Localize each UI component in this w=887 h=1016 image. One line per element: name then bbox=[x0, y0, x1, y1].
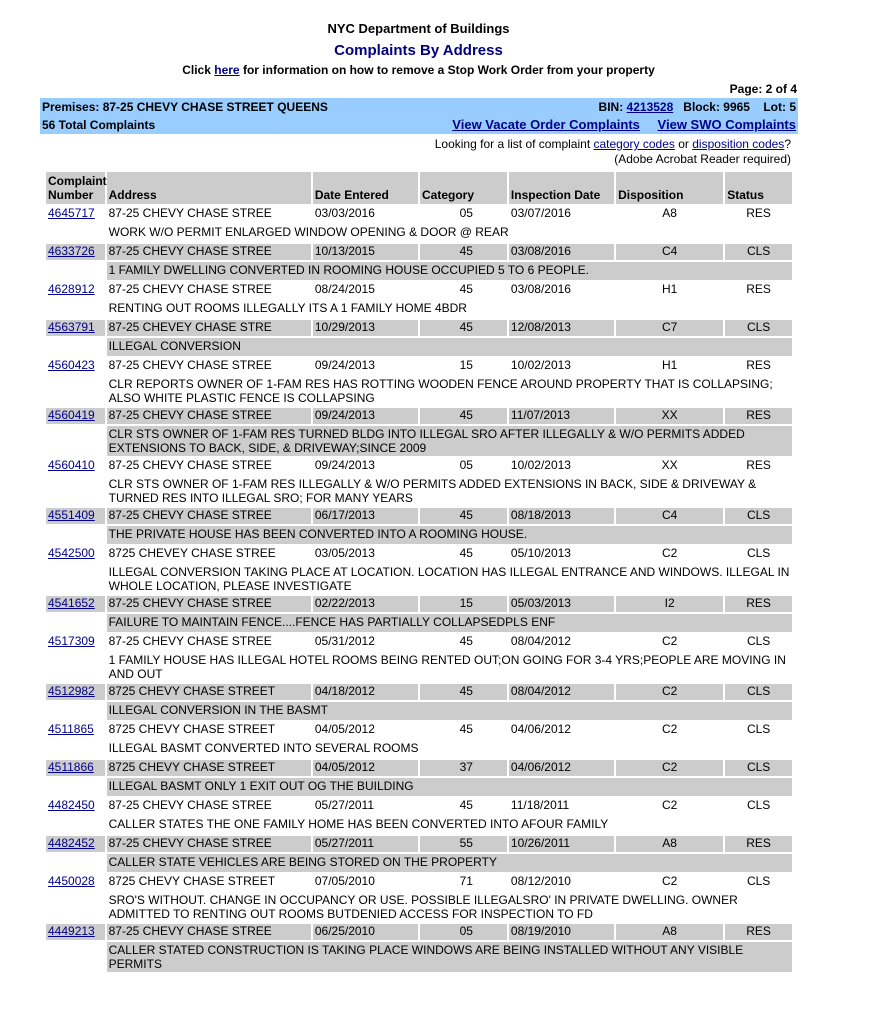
disposition-cell: C2 bbox=[661, 546, 678, 560]
description-spacer bbox=[46, 300, 105, 318]
table-row bbox=[46, 458, 792, 474]
inspection-date-cell: 11/07/2013 bbox=[509, 408, 614, 424]
date-entered-cell: 05/31/2012 bbox=[314, 634, 375, 648]
swo-complaints-link[interactable]: View SWO Complaints bbox=[657, 117, 796, 132]
description-row bbox=[46, 942, 792, 972]
col-inspection-date: Inspection Date bbox=[509, 172, 614, 204]
description-spacer bbox=[46, 262, 105, 280]
total-complaints: 56 Total Complaints bbox=[42, 118, 156, 132]
address-cell: 8725 CHEVY CHASE STREET bbox=[108, 874, 276, 888]
status-cell: RES bbox=[746, 206, 771, 220]
disposition-cell: C4 bbox=[616, 508, 723, 524]
table-row bbox=[46, 924, 792, 940]
lot-label: Lot: 5 bbox=[763, 100, 796, 114]
col-date-entered: Date Entered bbox=[313, 172, 418, 204]
swo-help-link[interactable]: here bbox=[214, 63, 240, 77]
status-cell: RES bbox=[725, 408, 792, 424]
description-row bbox=[46, 564, 792, 594]
complaint-rows bbox=[46, 206, 792, 972]
complaint-number-link[interactable]: 4450028 bbox=[48, 874, 95, 888]
col-category: Category bbox=[420, 172, 507, 204]
complaint-description: SRO'S WITHOUT. CHANGE IN OCCUPANCY OR USE. POSSIBLE ILLEGALSRO' IN PRIVATE DWELLING. OWNER ADMITTED TO RENTING OUT ROOMS BUTDENIED ACCESS FOR INSPECTION TO FD bbox=[108, 893, 738, 921]
address-cell: 87-25 CHEVEY CHASE STRE bbox=[107, 320, 311, 336]
disposition-cell: C2 bbox=[616, 760, 723, 776]
inspection-date-cell: 10/26/2011 bbox=[509, 836, 614, 852]
col-disposition: Disposition bbox=[616, 172, 723, 204]
disposition-cell: H1 bbox=[661, 282, 678, 296]
table-row bbox=[46, 320, 792, 336]
description-spacer bbox=[46, 702, 105, 720]
address-cell: 87-25 CHEVY CHASE STREE bbox=[108, 282, 272, 296]
table-row bbox=[46, 546, 792, 562]
description-row bbox=[46, 300, 792, 318]
lookup-or: or bbox=[678, 137, 689, 151]
complaint-description: 1 FAMILY HOUSE HAS ILLEGAL HOTEL ROOMS BEING RENTED OUT;ON GOING FOR 3-4 YRS;PEOPLE ARE MOVING IN AND OUT bbox=[108, 653, 786, 681]
category-cell: 05 bbox=[420, 924, 507, 940]
inspection-date-cell: 04/06/2012 bbox=[510, 722, 571, 736]
disposition-cell: C7 bbox=[616, 320, 723, 336]
description-spacer bbox=[46, 892, 105, 922]
status-cell: CLS bbox=[725, 760, 792, 776]
table-row bbox=[46, 408, 792, 424]
description-row bbox=[46, 224, 792, 242]
date-entered-cell: 03/03/2016 bbox=[314, 206, 375, 220]
premises-header bbox=[40, 98, 798, 134]
disposition-cell: C2 bbox=[661, 798, 678, 812]
description-row bbox=[46, 426, 792, 456]
description-row bbox=[46, 778, 792, 796]
disposition-cell: A8 bbox=[662, 206, 677, 220]
status-cell: RES bbox=[725, 924, 792, 940]
complaint-number-link[interactable]: 4560423 bbox=[48, 358, 95, 372]
complaint-number-link[interactable]: 4511866 bbox=[48, 760, 94, 774]
inspection-date-cell: 12/08/2013 bbox=[509, 320, 614, 336]
table-row bbox=[46, 836, 792, 852]
order-links bbox=[438, 116, 796, 134]
category-cell: 45 bbox=[420, 508, 507, 524]
premises-address: Premises: 87-25 CHEVY CHASE STREET QUEENS bbox=[42, 100, 328, 114]
complaint-number-link[interactable]: 4560419 bbox=[48, 408, 95, 422]
complaint-number-link[interactable]: 4482450 bbox=[48, 798, 95, 812]
status-cell: CLS bbox=[725, 684, 792, 700]
complaint-description: FAILURE TO MAINTAIN FENCE....FENCE HAS PARTIALLY COLLAPSEDPLS ENF bbox=[107, 614, 792, 632]
date-entered-cell: 04/18/2012 bbox=[313, 684, 418, 700]
description-spacer bbox=[46, 564, 105, 594]
address-cell: 87-25 CHEVY CHASE STREE bbox=[108, 634, 272, 648]
description-spacer bbox=[46, 854, 105, 872]
disposition-cell: C2 bbox=[661, 722, 678, 736]
category-cell: 45 bbox=[459, 282, 473, 296]
acrobat-note: (Adobe Acrobat Reader required) bbox=[614, 152, 791, 166]
complaint-description: CLR STS OWNER OF 1-FAM RES TURNED BLDG INTO ILLEGAL SRO AFTER ILLEGALLY & W/O PERMITS ADDED EXTENSIONS TO BACK, SIDE, & DRIVEWAY;SINCE 2009 bbox=[107, 426, 792, 456]
status-cell: RES bbox=[746, 358, 771, 372]
inspection-date-cell: 10/02/2013 bbox=[510, 358, 571, 372]
complaint-description: CLR REPORTS OWNER OF 1-FAM RES HAS ROTTING WOODEN FENCE AROUND PROPERTY THAT IS COLLAPSING; ALSO WHITE PLASTIC FENCE IS COLLAPSING bbox=[108, 377, 773, 405]
address-cell: 87-25 CHEVY CHASE STREE bbox=[108, 458, 272, 472]
col-address: Address bbox=[107, 172, 311, 204]
description-spacer bbox=[46, 740, 105, 758]
disposition-cell: H1 bbox=[661, 358, 678, 372]
inspection-date-cell: 08/19/2010 bbox=[509, 924, 614, 940]
lookup-prefix: Looking for a list of complaint bbox=[434, 137, 591, 151]
description-spacer bbox=[46, 426, 105, 456]
status-cell: RES bbox=[746, 282, 771, 296]
address-cell: 87-25 CHEVY CHASE STREE bbox=[107, 244, 311, 260]
complaint-description: ILLEGAL BASMT ONLY 1 EXIT OUT OG THE BUILDING bbox=[107, 778, 792, 796]
swo-suffix: for information on how to remove a Stop Work Order from your property bbox=[242, 63, 655, 77]
disposition-codes-link[interactable]: disposition codes bbox=[692, 137, 785, 151]
complaint-description: 1 FAMILY DWELLING CONVERTED IN ROOMING HOUSE OCCUPIED 5 TO 6 PEOPLE. bbox=[107, 262, 792, 280]
date-entered-cell: 02/22/2013 bbox=[313, 596, 418, 612]
address-cell: 87-25 CHEVY CHASE STREE bbox=[107, 924, 311, 940]
complaint-description: ILLEGAL BASMT CONVERTED INTO SEVERAL ROOMS bbox=[108, 741, 419, 755]
description-row bbox=[46, 526, 792, 544]
table-row bbox=[46, 358, 792, 374]
totals-row bbox=[42, 116, 796, 134]
description-spacer bbox=[46, 778, 105, 796]
description-spacer bbox=[46, 476, 105, 506]
category-cell: 71 bbox=[459, 874, 473, 888]
complaint-number-link[interactable]: 4551409 bbox=[48, 508, 95, 522]
inspection-date-cell: 08/18/2013 bbox=[509, 508, 614, 524]
complaint-number-link[interactable]: 4645717 bbox=[48, 206, 95, 220]
complaint-number-link[interactable]: 4542500 bbox=[48, 546, 95, 560]
description-row bbox=[46, 476, 792, 506]
date-entered-cell: 06/17/2013 bbox=[313, 508, 418, 524]
address-cell: 87-25 CHEVY CHASE STREE bbox=[107, 836, 311, 852]
inspection-date-cell: 03/08/2016 bbox=[510, 282, 571, 296]
block-label: Block: 9965 bbox=[683, 100, 750, 114]
complaint-description: CALLER STATED CONSTRUCTION IS TAKING PLACE WINDOWS ARE BEING INSTALLED WITHOUT ANY VISIBLE PERMITS bbox=[107, 942, 792, 972]
complaint-number-link[interactable]: 4628912 bbox=[48, 282, 95, 296]
table-row bbox=[46, 634, 792, 650]
address-cell: 8725 CHEVY CHASE STREET bbox=[107, 684, 311, 700]
category-cell: 15 bbox=[420, 596, 507, 612]
category-cell: 45 bbox=[459, 722, 473, 736]
bin-block-lot bbox=[599, 98, 796, 116]
date-entered-cell: 04/05/2012 bbox=[314, 722, 375, 736]
disposition-cell: A8 bbox=[616, 836, 723, 852]
complaint-description: ILLEGAL CONVERSION bbox=[107, 338, 792, 356]
address-cell: 87-25 CHEVY CHASE STREE bbox=[108, 798, 272, 812]
table-row bbox=[46, 508, 792, 524]
category-cell: 05 bbox=[459, 206, 473, 220]
description-row bbox=[46, 376, 792, 406]
status-cell: CLS bbox=[725, 320, 792, 336]
description-row bbox=[46, 816, 792, 834]
address-cell: 8725 CHEVEY CHASE STREE bbox=[108, 546, 276, 560]
category-cell: 45 bbox=[420, 408, 507, 424]
category-cell: 45 bbox=[420, 244, 507, 260]
complaint-description: WORK W/O PERMIT ENLARGED WINDOW OPENING & DOOR @ REAR bbox=[108, 225, 509, 239]
description-spacer bbox=[46, 652, 105, 682]
category-cell: 55 bbox=[420, 836, 507, 852]
col-status: Status bbox=[725, 172, 792, 204]
complaint-number-link[interactable]: 4511865 bbox=[48, 722, 94, 736]
category-cell: 45 bbox=[459, 546, 473, 560]
date-entered-cell: 06/25/2010 bbox=[313, 924, 418, 940]
status-cell: RES bbox=[725, 836, 792, 852]
date-entered-cell: 05/27/2011 bbox=[313, 836, 418, 852]
date-entered-cell: 05/27/2011 bbox=[314, 798, 375, 812]
category-cell: 45 bbox=[420, 320, 507, 336]
description-spacer bbox=[46, 816, 105, 834]
bin-label: BIN: bbox=[598, 100, 624, 114]
status-cell: RES bbox=[746, 458, 771, 472]
disposition-cell: C2 bbox=[616, 684, 723, 700]
inspection-date-cell: 11/18/2011 bbox=[510, 798, 570, 812]
category-cell: 45 bbox=[420, 684, 507, 700]
table-header-row bbox=[46, 172, 792, 204]
category-cell: 15 bbox=[459, 358, 473, 372]
complaint-number-link[interactable]: 4517309 bbox=[48, 634, 95, 648]
complaint-number-link[interactable]: 4633726 bbox=[48, 244, 95, 258]
category-cell: 45 bbox=[459, 634, 473, 648]
table-row bbox=[46, 244, 792, 260]
description-spacer bbox=[46, 224, 105, 242]
complaint-description: ILLEGAL CONVERSION IN THE BASMT bbox=[107, 702, 792, 720]
swo-info-line bbox=[0, 63, 837, 77]
address-cell: 8725 CHEVY CHASE STREET bbox=[108, 722, 276, 736]
table-row bbox=[46, 874, 792, 890]
inspection-date-cell: 03/07/2016 bbox=[510, 206, 571, 220]
description-spacer bbox=[46, 614, 105, 632]
status-cell: CLS bbox=[746, 874, 771, 888]
complaint-number-link[interactable]: 4563791 bbox=[48, 320, 95, 334]
inspection-date-cell: 05/03/2013 bbox=[509, 596, 614, 612]
complaint-number-link[interactable]: 4449213 bbox=[48, 924, 95, 938]
bin-link[interactable]: 4213528 bbox=[626, 100, 674, 114]
table-row bbox=[46, 798, 792, 814]
table-row bbox=[46, 722, 792, 738]
table-row bbox=[46, 206, 792, 222]
inspection-date-cell: 08/04/2012 bbox=[509, 684, 614, 700]
inspection-date-cell: 10/02/2013 bbox=[510, 458, 571, 472]
complaint-description: CALLER STATE VEHICLES ARE BEING STORED ON THE PROPERTY bbox=[107, 854, 792, 872]
description-row bbox=[46, 892, 792, 922]
date-entered-cell: 09/24/2013 bbox=[314, 458, 375, 472]
description-spacer bbox=[46, 338, 105, 356]
complaint-description: THE PRIVATE HOUSE HAS BEEN CONVERTED INTO A ROOMING HOUSE. bbox=[107, 526, 792, 544]
complaint-description: CLR STS OWNER OF 1-FAM RES ILLEGALLY & W/O PERMITS ADDED EXTENSIONS IN BACK, SIDE & DRIVEWAY & TURNED RES INTO ILLEGAL SRO; FOR MANY YEARS bbox=[108, 477, 757, 505]
date-entered-cell: 03/05/2013 bbox=[314, 546, 375, 560]
date-entered-cell: 10/29/2013 bbox=[313, 320, 418, 336]
complaint-description: RENTING OUT ROOMS ILLEGALLY ITS A 1 FAMILY HOME 4BDR bbox=[108, 301, 467, 315]
address-cell: 87-25 CHEVY CHASE STREE bbox=[107, 596, 311, 612]
swo-prefix: Click bbox=[182, 63, 211, 77]
status-cell: RES bbox=[725, 596, 792, 612]
description-row bbox=[46, 652, 792, 682]
status-cell: CLS bbox=[746, 722, 771, 736]
page-title: Complaints By Address bbox=[334, 42, 503, 59]
date-entered-cell: 09/24/2013 bbox=[314, 358, 375, 372]
disposition-cell: A8 bbox=[616, 924, 723, 940]
category-cell: 45 bbox=[459, 798, 473, 812]
table-row bbox=[46, 760, 792, 776]
status-cell: CLS bbox=[746, 634, 771, 648]
description-spacer bbox=[46, 526, 105, 544]
complaint-description: ILLEGAL CONVERSION TAKING PLACE AT LOCATION. LOCATION HAS ILLEGAL ENTRANCE AND WINDOWS. ILLEGAL IN WHOLE LOCATION, PLEASE INVESTIGATE bbox=[108, 565, 790, 593]
status-cell: CLS bbox=[725, 244, 792, 260]
address-cell: 8725 CHEVY CHASE STREET bbox=[107, 760, 311, 776]
code-lookup bbox=[300, 137, 791, 167]
date-entered-cell: 07/05/2010 bbox=[314, 874, 375, 888]
status-cell: CLS bbox=[746, 798, 771, 812]
date-entered-cell: 04/05/2012 bbox=[313, 760, 418, 776]
description-spacer bbox=[46, 942, 105, 972]
table-row bbox=[46, 596, 792, 612]
description-row bbox=[46, 338, 792, 356]
disposition-cell: C2 bbox=[661, 874, 678, 888]
address-cell: 87-25 CHEVY CHASE STREE bbox=[107, 508, 311, 524]
disposition-cell: C2 bbox=[661, 634, 678, 648]
complaint-number-link[interactable]: 4560410 bbox=[48, 458, 95, 472]
premises-row bbox=[42, 98, 796, 116]
inspection-date-cell: 03/08/2016 bbox=[509, 244, 614, 260]
category-codes-link[interactable]: category codes bbox=[593, 137, 675, 151]
disposition-cell: XX bbox=[661, 458, 678, 472]
description-row bbox=[46, 614, 792, 632]
page-indicator: Page: 2 of 4 bbox=[729, 82, 797, 96]
status-cell: CLS bbox=[746, 546, 771, 560]
complaint-number-link[interactable]: 4482452 bbox=[48, 836, 95, 850]
table-row bbox=[46, 282, 792, 298]
inspection-date-cell: 08/04/2012 bbox=[510, 634, 571, 648]
date-entered-cell: 09/24/2013 bbox=[313, 408, 418, 424]
address-cell: 87-25 CHEVY CHASE STREE bbox=[108, 358, 272, 372]
inspection-date-cell: 04/06/2012 bbox=[509, 760, 614, 776]
date-entered-cell: 08/24/2015 bbox=[314, 282, 375, 296]
description-row bbox=[46, 262, 792, 280]
complaint-number-link[interactable]: 4541652 bbox=[48, 596, 95, 610]
table-row bbox=[46, 684, 792, 700]
category-cell: 37 bbox=[420, 760, 507, 776]
lookup-suffix: ? bbox=[784, 137, 791, 151]
complaints-table bbox=[44, 170, 794, 974]
disposition-cell: XX bbox=[616, 408, 723, 424]
vacate-order-link[interactable]: View Vacate Order Complaints bbox=[452, 117, 640, 132]
description-row bbox=[46, 854, 792, 872]
complaint-number-link[interactable]: 4512982 bbox=[48, 684, 95, 698]
address-cell: 87-25 CHEVY CHASE STREE bbox=[107, 408, 311, 424]
inspection-date-cell: 08/12/2010 bbox=[510, 874, 571, 888]
description-row bbox=[46, 702, 792, 720]
description-row bbox=[46, 740, 792, 758]
category-cell: 05 bbox=[459, 458, 473, 472]
disposition-cell: C4 bbox=[616, 244, 723, 260]
inspection-date-cell: 05/10/2013 bbox=[510, 546, 571, 560]
agency-name: NYC Department of Buildings bbox=[327, 21, 510, 36]
col-complaint-number: Complaint Number bbox=[48, 174, 107, 202]
disposition-cell: I2 bbox=[616, 596, 723, 612]
address-cell: 87-25 CHEVY CHASE STREE bbox=[108, 206, 272, 220]
complaint-description: CALLER STATES THE ONE FAMILY HOME HAS BEEN CONVERTED INTO AFOUR FAMILY bbox=[108, 817, 609, 831]
date-entered-cell: 10/13/2015 bbox=[313, 244, 418, 260]
status-cell: CLS bbox=[725, 508, 792, 524]
description-spacer bbox=[46, 376, 105, 406]
